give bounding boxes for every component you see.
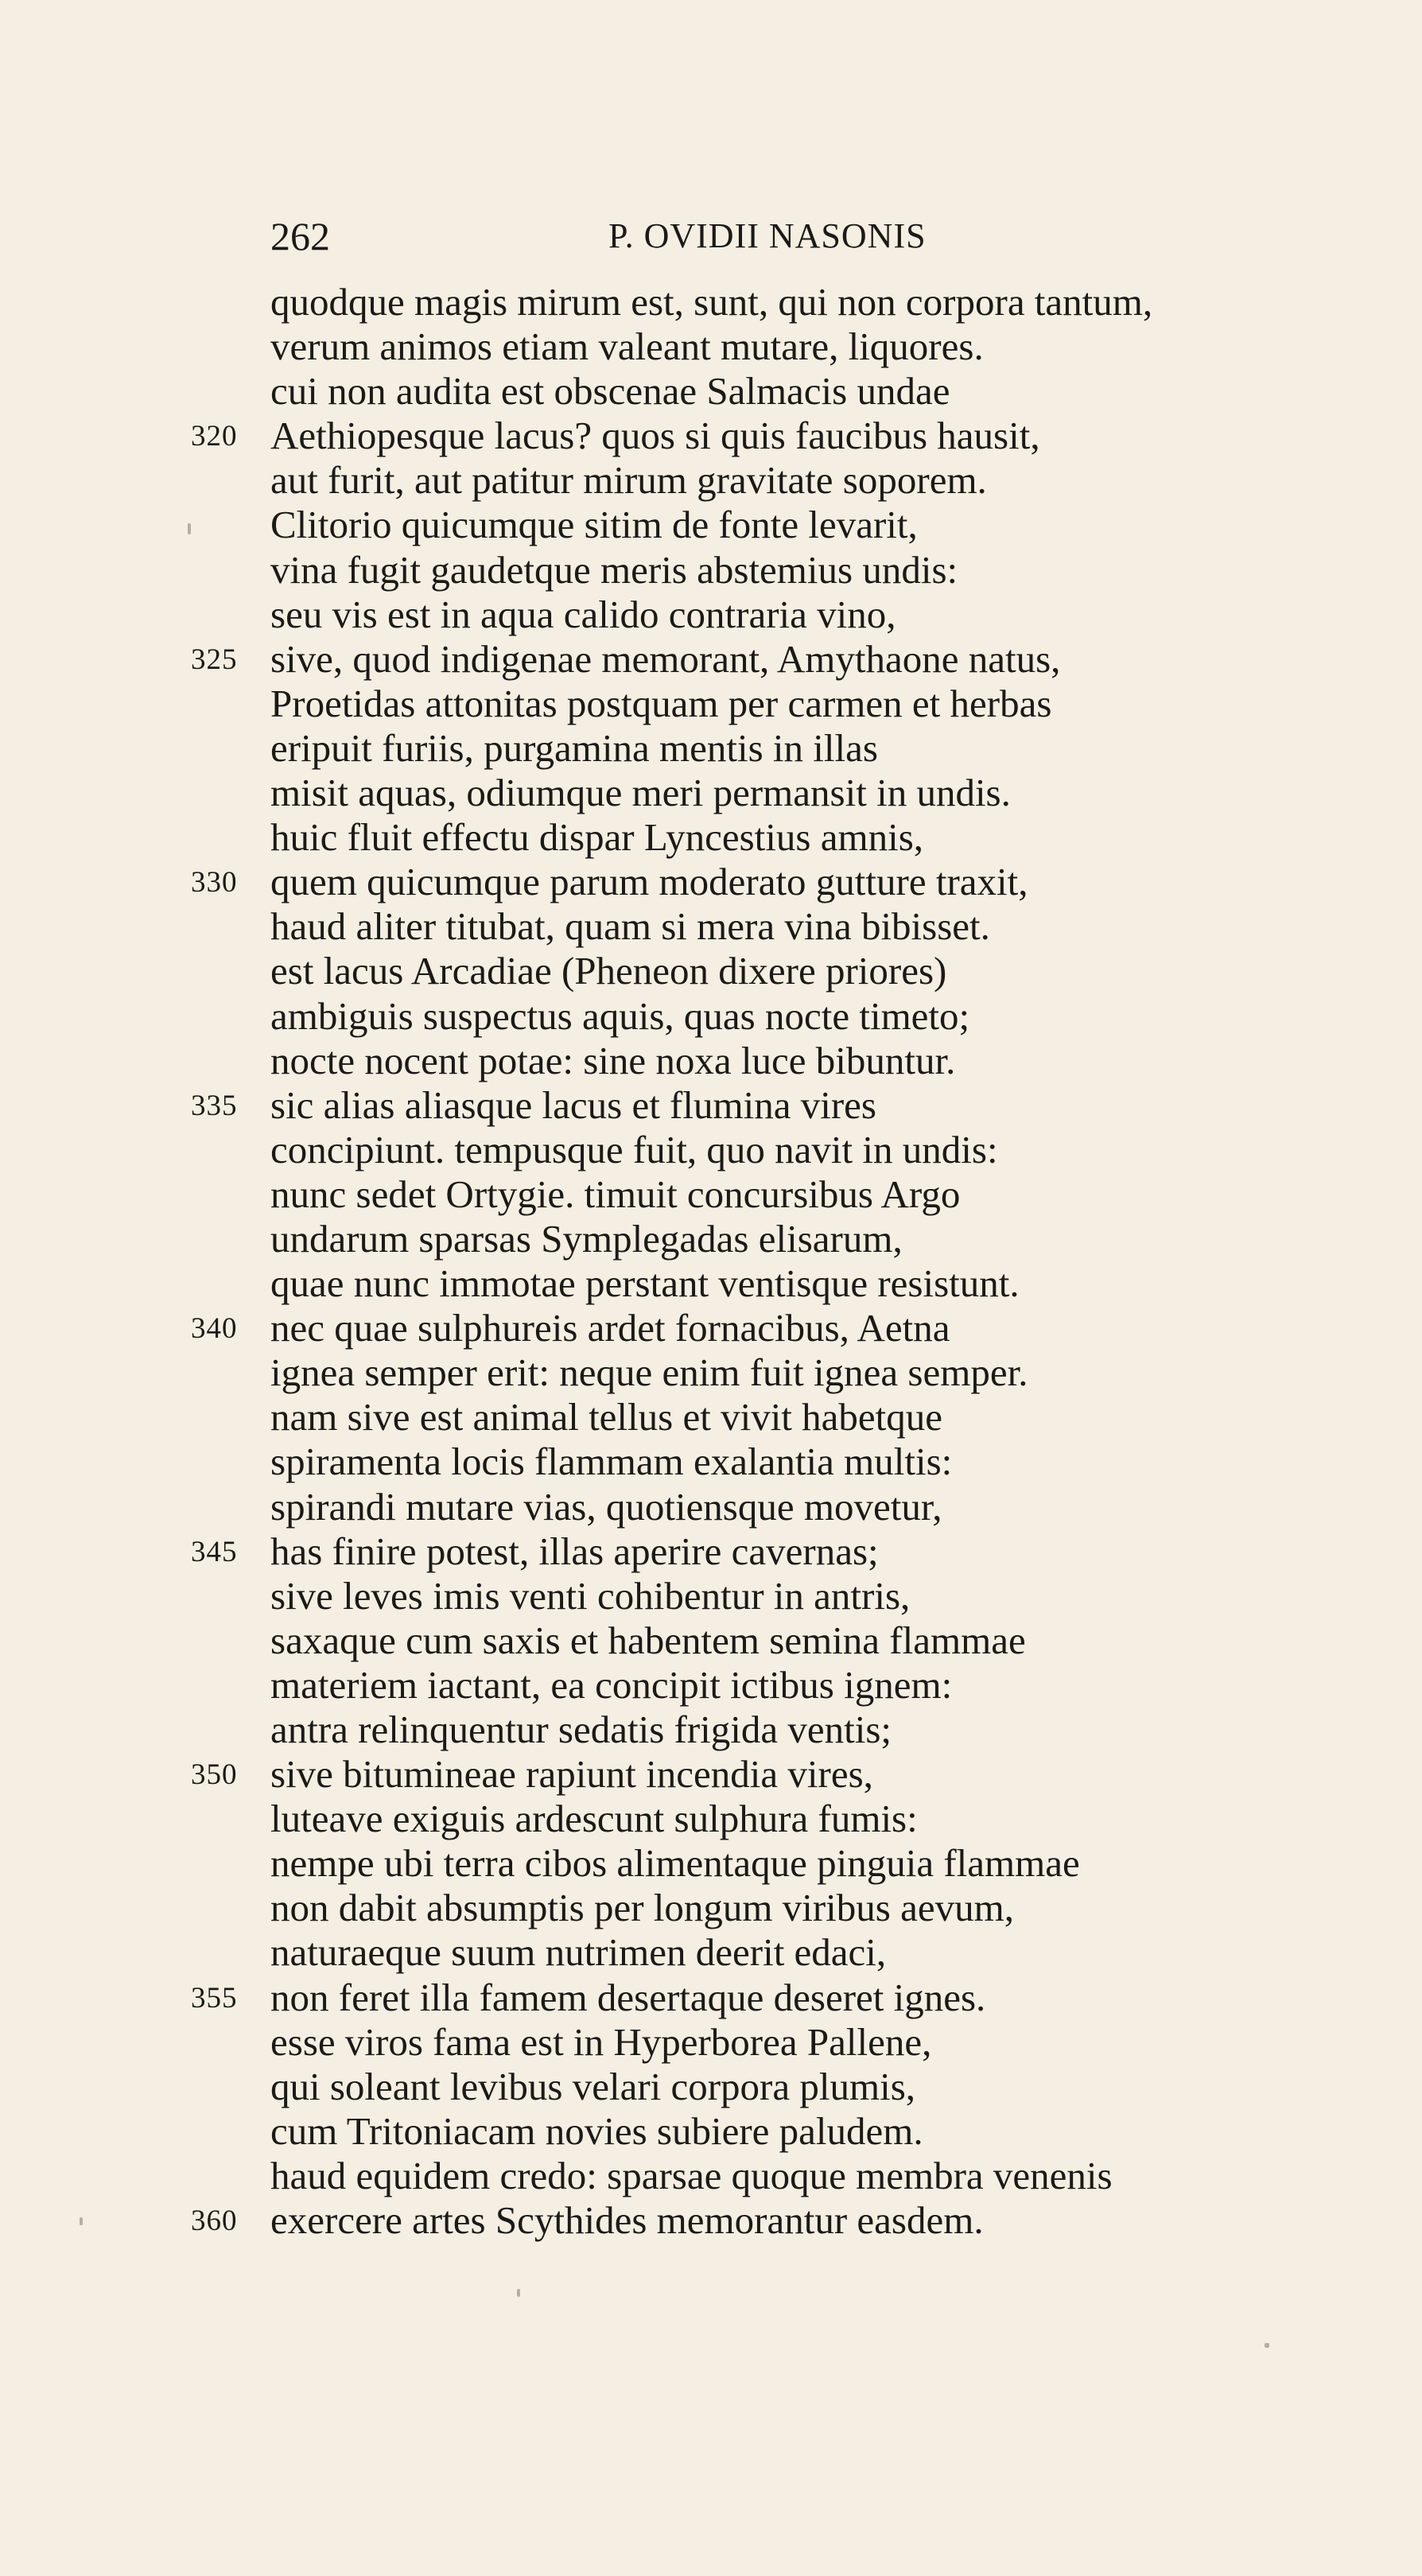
verse-text: nunc sedet Ortygie. timuit concursibus Argo xyxy=(270,1171,961,1216)
verse-text: huic fluit effectu dispar Lyncestius amnis, xyxy=(270,815,924,860)
verse-line xyxy=(191,2020,1400,2065)
line-number: 340 xyxy=(191,1312,238,1346)
verse-line xyxy=(191,593,1400,637)
verse-line xyxy=(191,280,1400,324)
verse-text: materiem iactant, ea concipit ictibus ignem: xyxy=(270,1662,953,1707)
verse-line xyxy=(191,1083,1400,1128)
verse-text: nam sive est animal tellus et vivit habetque xyxy=(270,1395,943,1440)
verse-block xyxy=(191,280,1400,2243)
verse-text: Aethiopesque lacus? quos si quis faucibus hausit, xyxy=(270,414,1040,458)
line-number: 355 xyxy=(191,1981,238,2015)
verse-line xyxy=(191,994,1400,1039)
verse-text: quodque magis mirum est, sunt, qui non corpora tantum, xyxy=(270,280,1153,324)
verse-line xyxy=(191,1350,1400,1395)
margin-mark xyxy=(1265,2343,1269,2348)
verse-text: non feret illa famem desertaque deseret ignes. xyxy=(270,1975,986,2019)
margin-mark xyxy=(188,523,191,534)
margin-mark xyxy=(517,2289,520,2297)
verse-text: Proetidas attonitas postquam per carmen et herbas xyxy=(270,681,1052,725)
verse-text: naturaeque suum nutrimen deerit edaci, xyxy=(270,1930,887,1975)
verse-text: non dabit absumptis per longum viribus aevum, xyxy=(270,1886,1014,1930)
verse-text: cui non audita est obscenae Salmacis undae xyxy=(270,369,950,414)
verse-text: spirandi mutare vias, quotiensque movetur, xyxy=(270,1484,942,1529)
verse-text: concipiunt. tempusque fuit, quo navit in undis: xyxy=(270,1127,998,1171)
verse-line xyxy=(191,904,1400,949)
line-number: 350 xyxy=(191,1758,238,1792)
line-number: 345 xyxy=(191,1535,238,1568)
verse-text: antra relinquentur sedatis frigida ventis; xyxy=(270,1708,892,1751)
verse-text: exercere artes Scythides memorantur easdem. xyxy=(270,2198,984,2243)
line-number: 335 xyxy=(191,1089,238,1122)
verse-line xyxy=(191,1841,1400,1886)
verse-line xyxy=(191,1618,1400,1663)
verse-line xyxy=(191,637,1400,682)
line-number: 325 xyxy=(191,643,238,676)
verse-line xyxy=(191,1485,1400,1529)
verse-line xyxy=(191,1930,1400,1975)
page-number: 262 xyxy=(270,214,330,258)
verse-text: seu vis est in aqua calido contraria vino, xyxy=(270,592,896,636)
verse-text: nec quae sulphureis ardet fornacibus, Aetna xyxy=(270,1306,950,1350)
verse-line xyxy=(191,1172,1400,1217)
verse-text: esse viros fama est in Hyperborea Pallene, xyxy=(270,2019,932,2064)
verse-line xyxy=(191,726,1400,771)
verse-line xyxy=(191,860,1400,904)
verse-text: undarum sparsas Symplegadas elisarum, xyxy=(270,1216,903,1261)
verse-text: qui soleant levibus velari corpora plumis, xyxy=(270,2064,916,2108)
verse-line xyxy=(191,2109,1400,2154)
verse-text: sic alias aliasque lacus et flumina vires xyxy=(270,1082,876,1127)
verse-text: haud aliter titubat, quam si mera vina bibisset. xyxy=(270,904,990,949)
verse-text: luteave exiguis ardescunt sulphura fumis: xyxy=(270,1797,918,1841)
verse-text: saxaque cum saxis et habentem semina flammae xyxy=(270,1618,1026,1662)
verse-text: spiramenta locis flammam exalantia multis: xyxy=(270,1440,953,1484)
verse-text: vina fugit gaudetque meris abstemius undis: xyxy=(270,547,958,592)
verse-line xyxy=(191,324,1400,369)
verse-line xyxy=(191,771,1400,815)
verse-text: has finire potest, illas aperire cavernas; xyxy=(270,1529,879,1573)
verse-line xyxy=(191,548,1400,593)
verse-text: sive, quod indigenae memorant, Amythaone natus, xyxy=(270,636,1061,681)
verse-text: quem quicumque parum moderato gutture traxit, xyxy=(270,860,1028,904)
verse-line xyxy=(191,1217,1400,1261)
verse-line xyxy=(191,1529,1400,1574)
verse-text: nocte nocent potae: sine noxa luce bibuntur. xyxy=(270,1038,956,1082)
verse-line xyxy=(191,1395,1400,1440)
verse-text: ignea semper erit: neque enim fuit ignea semper. xyxy=(270,1350,1028,1395)
verse-line xyxy=(191,1440,1400,1484)
verse-text: nempe ubi terra cibos alimentaque pinguia flammae xyxy=(270,1841,1080,1886)
verse-line xyxy=(191,1797,1400,1841)
verse-text: sive leves imis venti cohibentur in antris, xyxy=(270,1573,911,1618)
verse-text: sive bitumineae rapiunt incendia vires, xyxy=(270,1752,873,1797)
verse-text: eripuit furiis, purgamina mentis in illas xyxy=(270,725,878,770)
verse-line xyxy=(191,1663,1400,1708)
verse-text: aut furit, aut patitur mirum gravitate soporem. xyxy=(270,458,987,503)
verse-line xyxy=(191,1886,1400,1930)
verse-text: ambiguis suspectus aquis, quas nocte timeto; xyxy=(270,993,970,1038)
verse-line xyxy=(191,369,1400,414)
verse-line xyxy=(191,503,1400,547)
verse-text: Clitorio quicumque sitim de fonte levarit, xyxy=(270,503,918,547)
verse-line xyxy=(191,949,1400,993)
margin-mark xyxy=(80,2217,83,2225)
verse-text: haud equidem credo: sparsae quoque membra venenis xyxy=(270,2153,1113,2197)
verse-line xyxy=(191,2065,1400,2109)
verse-line xyxy=(191,815,1400,860)
verse-line xyxy=(191,1306,1400,1350)
verse-text: est lacus Arcadiae (Pheneon dixere priores) xyxy=(270,949,947,993)
verse-line xyxy=(191,1128,1400,1172)
verse-text: verum animos etiam valeant mutare, liquores. xyxy=(270,324,984,369)
verse-line xyxy=(191,2198,1400,2243)
running-title: P. OVIDII NASONIS xyxy=(608,216,927,255)
verse-text: quae nunc immotae perstant ventisque resistunt. xyxy=(270,1261,1020,1306)
verse-line xyxy=(191,1708,1400,1752)
verse-line xyxy=(191,1574,1400,1618)
verse-line xyxy=(191,458,1400,503)
verse-line xyxy=(191,1261,1400,1306)
page-header xyxy=(270,208,1066,264)
verse-line xyxy=(191,1752,1400,1797)
verse-line xyxy=(191,414,1400,458)
verse-line xyxy=(191,1976,1400,2020)
line-number: 360 xyxy=(191,2205,238,2238)
verse-line xyxy=(191,682,1400,726)
line-number: 330 xyxy=(191,866,238,899)
verse-text: misit aquas, odiumque meri permansit in undis. xyxy=(270,771,1011,815)
verse-line xyxy=(191,1039,1400,1083)
line-number: 320 xyxy=(191,420,238,453)
verse-line xyxy=(191,2154,1400,2198)
verse-text: cum Tritoniacam novies subiere paludem. xyxy=(270,2108,923,2153)
